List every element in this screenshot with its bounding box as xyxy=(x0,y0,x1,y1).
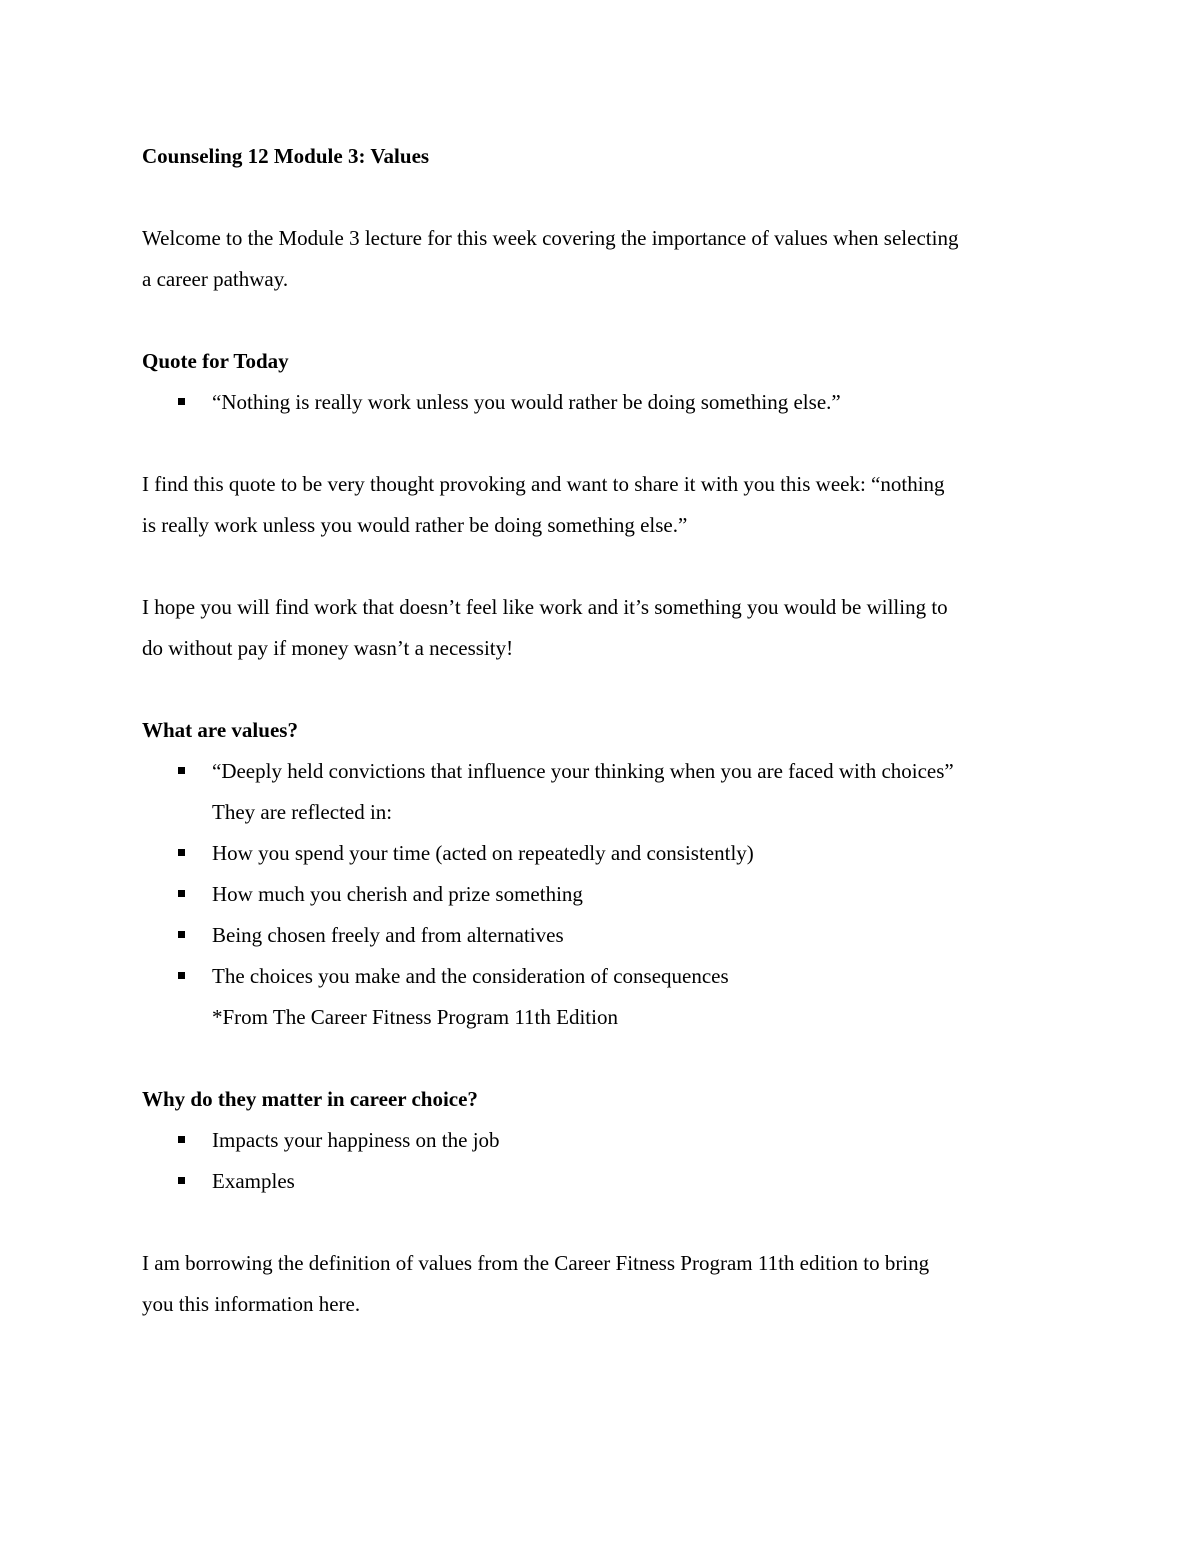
hope-line-2: do without pay if money wasn’t a necessity! xyxy=(142,636,514,660)
values-bullet-text: How you spend your time (acted on repeatedly and consistently) xyxy=(212,841,754,865)
spacer xyxy=(142,1202,1072,1243)
quote-bullet xyxy=(142,382,1072,423)
values-definition-bullet xyxy=(142,751,1072,792)
closing-line-2: you this information here. xyxy=(142,1292,361,1316)
values-bullet-text: The choices you make and the consideration of consequences xyxy=(212,964,729,988)
spacer xyxy=(142,423,1072,464)
spacer xyxy=(142,300,1072,341)
career-bullet xyxy=(142,1120,1072,1161)
square-bullet-icon xyxy=(178,849,185,856)
values-bullet-text: Being chosen freely and from alternatives xyxy=(212,923,564,947)
square-bullet-icon xyxy=(178,890,185,897)
document-page xyxy=(142,136,1072,1325)
closing-line-1: I am borrowing the definition of values from the Career Fitness Program 11th edition to bring xyxy=(142,1251,930,1275)
reflection-line-2: is really work unless you would rather be doing something else.” xyxy=(142,513,688,537)
values-definition-text: “Deeply held convictions that influence your thinking when you are faced with choices” xyxy=(212,759,954,783)
quote-text: “Nothing is really work unless you would rather be doing something else.” xyxy=(212,390,841,414)
values-bullet xyxy=(142,956,1072,997)
spacer xyxy=(142,1038,1072,1079)
intro-line-2: a career pathway. xyxy=(142,267,289,291)
values-definition-continuation: They are reflected in: xyxy=(212,800,393,824)
values-bullet-text: How much you cherish and prize something xyxy=(212,882,583,906)
spacer xyxy=(142,669,1072,710)
values-bullet xyxy=(142,915,1072,956)
intro-line-1: Welcome to the Module 3 lecture for this week covering the importance of values when selecting xyxy=(142,226,959,250)
spacer xyxy=(142,177,1072,218)
square-bullet-icon xyxy=(178,398,185,405)
hope-line-1: I hope you will find work that doesn’t feel like work and it’s something you would be willing to xyxy=(142,595,948,619)
quote-heading: Quote for Today xyxy=(142,349,289,373)
reflection-line-1: I find this quote to be very thought provoking and want to share it with you this week: “nothing xyxy=(142,472,945,496)
values-source-note: *From The Career Fitness Program 11th Edition xyxy=(212,1005,618,1029)
document-title: Counseling 12 Module 3: Values xyxy=(142,144,430,168)
values-bullet xyxy=(142,874,1072,915)
square-bullet-icon xyxy=(178,1177,185,1184)
career-bullet-text: Impacts your happiness on the job xyxy=(212,1128,500,1152)
values-bullet xyxy=(142,833,1072,874)
career-bullet-text: Examples xyxy=(212,1169,295,1193)
career-bullet xyxy=(142,1161,1072,1202)
square-bullet-icon xyxy=(178,1136,185,1143)
spacer xyxy=(142,546,1072,587)
career-heading: Why do they matter in career choice? xyxy=(142,1087,478,1111)
values-heading: What are values? xyxy=(142,718,298,742)
square-bullet-icon xyxy=(178,931,185,938)
square-bullet-icon xyxy=(178,972,185,979)
square-bullet-icon xyxy=(178,767,185,774)
